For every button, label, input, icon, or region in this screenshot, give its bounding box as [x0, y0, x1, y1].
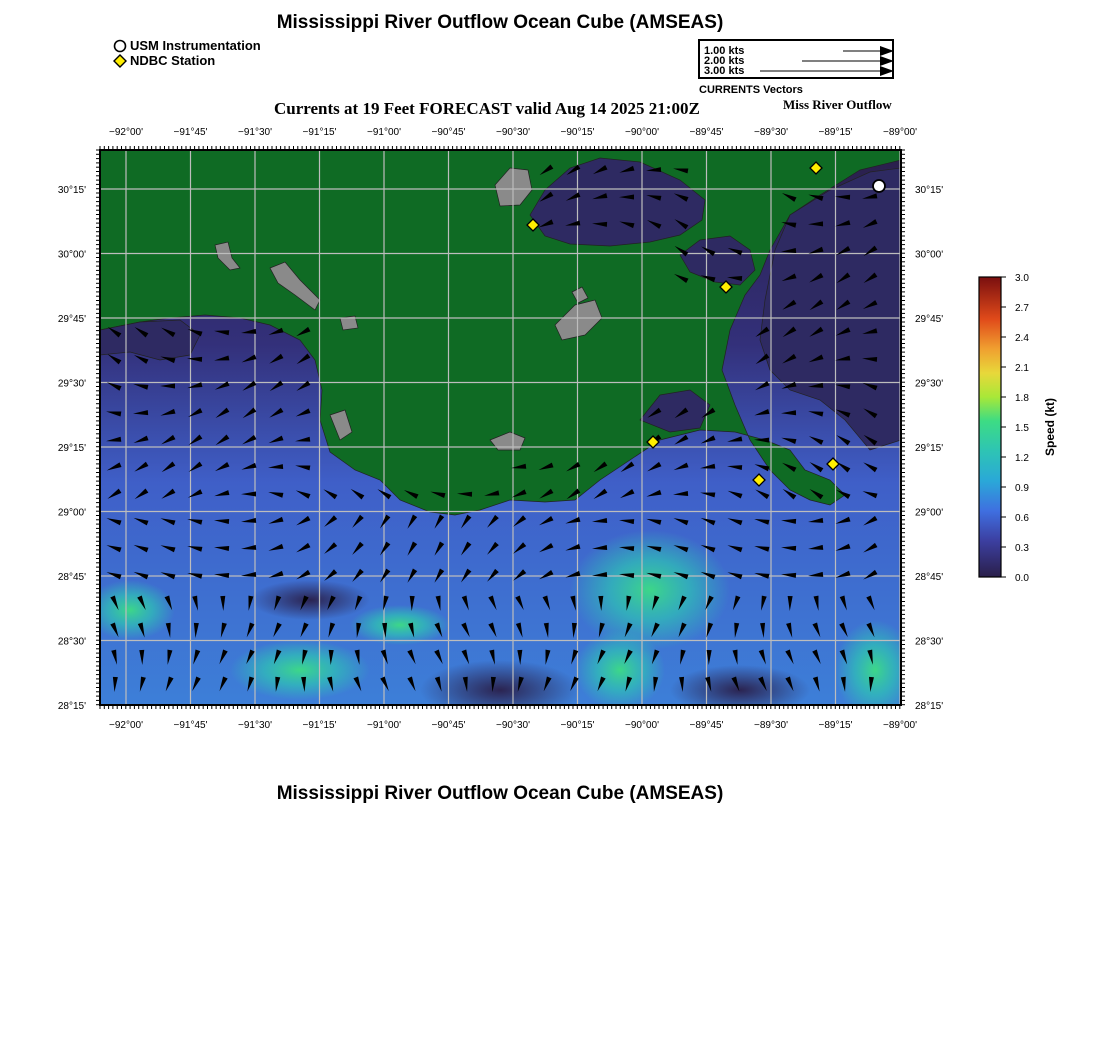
- lat-label-right: 29°30': [915, 378, 944, 390]
- slow-zone-3: [670, 665, 810, 715]
- lat-label-right: 28°45': [915, 572, 944, 583]
- lon-label-top: −89°00': [883, 127, 917, 138]
- lon-label-bottom: −89°30': [754, 720, 788, 731]
- lat-label-left: 29°30': [57, 378, 86, 390]
- colorbar-tick-label: 2.7: [1015, 303, 1029, 314]
- second-page-title: Mississippi River Outflow Ocean Cube (AMSEAS): [276, 783, 724, 804]
- lon-label-top: −91°15': [302, 127, 337, 138]
- usm-instrument-marker: [873, 180, 885, 192]
- lat-label-left: 29°15': [57, 443, 86, 454]
- lat-label-left: 28°15': [57, 701, 86, 712]
- colorbar-tick-label: 0.3: [1015, 543, 1029, 554]
- legend-ndbc-label: NDBC Station: [130, 53, 216, 68]
- page-title: Mississippi River Outflow Ocean Cube (AMSEAS): [276, 12, 724, 33]
- speed-colorbar: [970, 270, 1040, 590]
- lon-label-top: −90°30': [496, 127, 530, 138]
- lon-label-bottom: −91°30': [238, 720, 272, 731]
- colorbar-tick-label: 0.6: [1015, 513, 1029, 524]
- lon-label-bottom: −90°45': [431, 720, 466, 731]
- lat-label-right: 29°00': [915, 507, 944, 519]
- lon-label-top: −91°30': [238, 127, 272, 138]
- colorbar-title: Speed (kt): [1043, 398, 1057, 457]
- lat-label-right: 28°15': [915, 701, 944, 712]
- colorbar-ticks: [1001, 273, 1029, 584]
- vector-key-3: 3.00 kts: [704, 65, 745, 77]
- current-core-2: [575, 630, 665, 710]
- colorbar-gradient: [979, 277, 1001, 577]
- lat-label-right: 29°45': [915, 314, 944, 325]
- lon-label-bottom: −91°15': [302, 720, 337, 731]
- lon-label-top: −90°45': [431, 127, 466, 138]
- lon-label-bottom: −89°15': [818, 720, 853, 731]
- lon-label-bottom: −91°45': [173, 720, 208, 731]
- colorbar-tick-label: 3.0: [1015, 273, 1029, 284]
- legend-usm-label: USM Instrumentation: [130, 38, 261, 53]
- lon-label-top: −90°00': [625, 127, 659, 138]
- lon-label-top: −89°15': [818, 127, 853, 138]
- current-core-3: [230, 640, 370, 700]
- lat-label-left: 29°00': [57, 507, 86, 519]
- region-label: Miss River Outflow: [783, 97, 892, 112]
- vector-key-1: 1.00 kts: [704, 45, 745, 57]
- map-subtitle: Currents at 19 Feet FORECAST valid Aug 14 2025 21:00Z: [274, 99, 700, 118]
- colorbar-tick-label: 1.5: [1015, 423, 1029, 434]
- colorbar-tick-label: 0.9: [1015, 483, 1029, 494]
- colorbar-tick-label: 2.1: [1015, 363, 1029, 374]
- lon-label-bottom: −90°00': [625, 720, 659, 731]
- lon-label-top: −91°45': [173, 127, 208, 138]
- lat-label-right: 30°15': [915, 185, 944, 196]
- lon-label-bottom: −89°00': [883, 720, 917, 731]
- lon-label-bottom: −91°00': [367, 720, 401, 731]
- lat-labels-right: [915, 185, 943, 712]
- slow-zone-2: [250, 580, 370, 620]
- lon-labels-top: [109, 127, 917, 138]
- colorbar-tick-label: 2.4: [1015, 333, 1029, 344]
- lat-label-right: 29°15': [915, 443, 944, 454]
- lon-label-top: −89°45': [689, 127, 724, 138]
- lon-label-bottom: −89°45': [689, 720, 724, 731]
- lon-label-bottom: −92°00': [109, 720, 143, 731]
- lat-label-right: 28°30': [915, 636, 944, 648]
- vector-key-caption: CURRENTS Vectors: [699, 84, 803, 96]
- colorbar-tick-label: 0.0: [1015, 573, 1029, 584]
- lat-label-left: 28°30': [57, 636, 86, 648]
- slow-zone-1: [420, 660, 580, 720]
- lat-label-left: 28°45': [57, 572, 86, 583]
- lon-label-top: −92°00': [109, 127, 143, 138]
- lat-label-right: 30°00': [915, 249, 944, 261]
- lat-label-left: 30°15': [57, 185, 86, 196]
- lat-label-left: 30°00': [57, 249, 86, 261]
- lon-label-top: −89°30': [754, 127, 788, 138]
- vector-key-2: 2.00 kts: [704, 55, 745, 67]
- lon-label-bottom: −90°30': [496, 720, 530, 731]
- lon-label-top: −90°15': [560, 127, 595, 138]
- lon-label-bottom: −90°15': [560, 720, 595, 731]
- colorbar-tick-label: 1.8: [1015, 393, 1029, 404]
- lat-labels-left: [58, 185, 86, 712]
- lon-labels-bottom: [109, 720, 917, 731]
- lon-label-top: −91°00': [367, 127, 401, 138]
- lat-label-left: 29°45': [57, 314, 86, 325]
- colorbar-tick-label: 1.2: [1015, 453, 1029, 464]
